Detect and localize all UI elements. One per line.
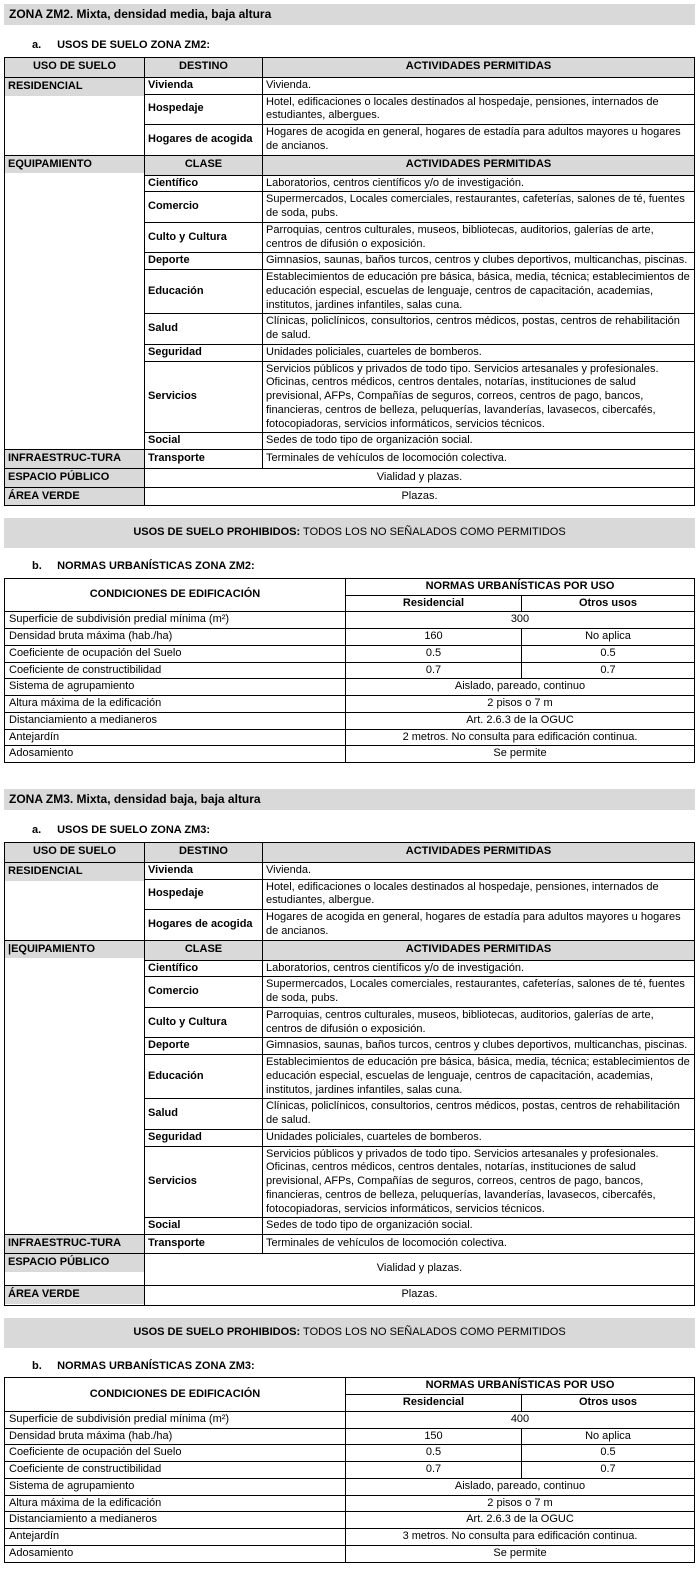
clase-cell: Servicios: [145, 361, 263, 433]
section-letter: b.: [32, 560, 42, 572]
norm-value: 2 pisos o 7 m: [346, 696, 695, 713]
clase-cell: Culto y Cultura: [145, 222, 263, 253]
section-letter: b.: [32, 1359, 42, 1372]
col-header-destino: DESTINO: [145, 842, 263, 862]
section-letter: a.: [32, 824, 42, 836]
norms-header-condiciones: CONDICIONES DE EDIFICACIÓN: [5, 1378, 346, 1412]
actividades-cell: Supermercados, Locales comerciales, restaurantes, cafeterías, salones de té, fuentes de soda, pubs.: [263, 192, 695, 223]
clase-cell: Educación: [145, 1055, 263, 1099]
category-cell-espacio-publico: [5, 468, 145, 487]
norm-label: Coeficiente de ocupación del Suelo: [5, 645, 346, 662]
category-cell-residencial: [5, 77, 145, 155]
uses-table: [4, 57, 695, 507]
destino-cell: Vivienda: [145, 77, 263, 94]
actividades-cell: Hogares de acogida en general, hogares de estadía para adultos mayores u hogares de ancianos.: [263, 125, 695, 156]
usos-prohibidos-banner: [4, 1318, 695, 1348]
category-label: ESPACIO PÚBLICO: [5, 469, 144, 487]
table-row: [5, 729, 695, 746]
clase-cell: Deporte: [145, 1038, 263, 1055]
table-row: [5, 1428, 695, 1445]
norm-value: Aislado, pareado, continuo: [346, 1478, 695, 1495]
col-header-actividades: ACTIVIDADES PERMITIDAS: [263, 842, 695, 862]
actividades-cell: Parroquias, centros culturales, museos, bibliotecas, auditorios, galerías de arte, centros de difusión o exposición.: [263, 1007, 695, 1038]
col-header-actividades: ACTIVIDADES PERMITIDAS: [263, 57, 695, 77]
norms-subheader-residencial: Residencial: [346, 595, 522, 612]
clase-cell: Deporte: [145, 253, 263, 270]
subheader-actividades: ACTIVIDADES PERMITIDAS: [263, 155, 695, 175]
norm-label: Altura máxima de la edificación: [5, 1495, 346, 1512]
actividades-cell: Establecimientos de educación pre básica, básica, media, técnica; establecimientos de educación especial, escuelas de lenguaje, centros de capacitación, academias, institutos, jardines infantiles, salas cuna.: [263, 1055, 695, 1099]
norm-value: Art. 2.6.3 de la OGUC: [346, 712, 695, 729]
zone-zm3: [4, 789, 695, 1563]
norm-value-otros: 0.7: [522, 662, 695, 679]
clase-cell: Culto y Cultura: [145, 1007, 263, 1038]
area-verde-value: Plazas.: [145, 487, 695, 506]
actividades-cell: Gimnasios, saunas, baños turcos, centros y clubes deportivos, multicanchas, piscinas.: [263, 1038, 695, 1055]
norm-value: 400: [346, 1411, 695, 1428]
table-row: [5, 450, 695, 469]
destino-cell: Transporte: [145, 450, 263, 469]
table-row: [5, 1495, 695, 1512]
clase-cell: Salud: [145, 1099, 263, 1130]
prohibidos-label: USOS DE SUELO PROHIBIDOS:: [133, 1325, 301, 1338]
norm-label: Superficie de subdivisión predial mínima (m²): [5, 612, 346, 629]
actividades-cell: Parroquias, centros culturales, museos, bibliotecas, auditorios, galerías de arte, centros de difusión o exposición.: [263, 222, 695, 253]
col-header-uso-de-suelo: USO DE SUELO: [5, 57, 145, 77]
norms-subheader-otros-usos: Otros usos: [522, 595, 695, 612]
table-row: [5, 1285, 695, 1305]
table-row: [5, 77, 695, 94]
table-row: [5, 612, 695, 629]
norm-label: Densidad bruta máxima (hab./ha): [5, 629, 346, 646]
category-label: ESPACIO PÚBLICO: [5, 1254, 144, 1272]
norm-label: Densidad bruta máxima (hab./ha): [5, 1428, 346, 1445]
norms-subheader-otros-usos: Otros usos: [522, 1395, 695, 1412]
section-title: NORMAS URBANÍSTICAS ZONA ZM2:: [57, 560, 255, 572]
norm-value: 2 metros. No consulta para edificación continua.: [346, 729, 695, 746]
category-label: INFRAESTRUC-TURA: [5, 1235, 144, 1253]
actividades-cell: Hotel, edificaciones o locales destinados al hospedaje, pensiones, internados de estudiantes, albergue.: [263, 879, 695, 910]
table-row: [5, 487, 695, 506]
table-row: [5, 679, 695, 696]
category-label: RESIDENCIAL: [5, 863, 144, 881]
clase-cell: Seguridad: [145, 344, 263, 361]
actividades-cell: Servicios públicos y privados de todo tipo. Servicios artesanales y profesionales. Oficinas, centros médicos, centros dentales, notarías, instituciones de salud previsional, AFPs, Compañías de seguros, correos, centros de pago, bancos, financieras, centros de belleza, peluquerías, lavanderías, lavasecos, cibercafés, fotocopiadoras, servicios informáticos, servicios técnicos.: [263, 361, 695, 433]
subheader-clase: CLASE: [145, 940, 263, 960]
col-header-uso-de-suelo: USO DE SUELO: [5, 842, 145, 862]
actividades-cell: Unidades policiales, cuarteles de bomberos.: [263, 344, 695, 361]
table-row: [5, 578, 695, 595]
category-label: RESIDENCIAL: [5, 78, 144, 96]
prohibidos-label: USOS DE SUELO PROHIBIDOS:: [133, 526, 301, 539]
table-row: [5, 57, 695, 77]
category-cell-residencial: [5, 862, 145, 940]
uses-section-heading: [32, 39, 695, 53]
actividades-cell: Sedes de todo tipo de organización social.: [263, 433, 695, 450]
table-row: [5, 696, 695, 713]
actividades-cell: Clínicas, policlínicos, consultorios, centros médicos, postas, centros de rehabilitación de salud.: [263, 1099, 695, 1130]
section-letter: a.: [32, 39, 42, 51]
clase-cell: Social: [145, 1218, 263, 1235]
norms-table: [4, 578, 695, 763]
actividades-cell: Hogares de acogida en general, hogares de estadía para adultos mayores u hogares de ancianos.: [263, 910, 695, 941]
clase-cell: Servicios: [145, 1146, 263, 1218]
clase-cell: Social: [145, 433, 263, 450]
destino-cell: Transporte: [145, 1235, 263, 1254]
norm-value: 300: [346, 612, 695, 629]
zone-title: ZONA ZM3. Mixta, densidad baja, baja altura: [4, 789, 695, 810]
norm-value-residencial: 0.5: [346, 645, 522, 662]
norms-header-condiciones: CONDICIONES DE EDIFICACIÓN: [5, 578, 346, 612]
destino-cell: Hogares de acogida: [145, 910, 263, 941]
table-row: [5, 1512, 695, 1529]
table-row: [5, 862, 695, 879]
col-header-destino: DESTINO: [145, 57, 263, 77]
norm-value-otros: No aplica: [522, 1428, 695, 1445]
actividades-cell: Hotel, edificaciones o locales destinados al hospedaje, pensiones, internados de estudiantes, albergues.: [263, 94, 695, 125]
norm-value: 3 metros. No consulta para edificación continua.: [346, 1529, 695, 1546]
table-row: [5, 662, 695, 679]
actividades-cell: Terminales de vehículos de locomoción colectiva.: [263, 1235, 695, 1254]
table-row: [5, 1253, 695, 1285]
norm-label: Altura máxima de la edificación: [5, 696, 346, 713]
table-row: [5, 746, 695, 763]
category-label: ÁREA VERDE: [5, 488, 144, 506]
actividades-cell: Supermercados, Locales comerciales, restaurantes, cafeterías, salones de té, fuentes de soda, pubs.: [263, 977, 695, 1008]
actividades-cell: Clínicas, policlínicos, consultorios, centros médicos, postas, centros de rehabilitación de salud.: [263, 314, 695, 345]
section-title: NORMAS URBANÍSTICAS ZONA ZM3:: [57, 1359, 255, 1372]
category-cell-espacio-publico: [5, 1253, 145, 1285]
norms-header-por-uso: NORMAS URBANÍSTICAS POR USO: [346, 578, 695, 595]
norm-value: Art. 2.6.3 de la OGUC: [346, 1512, 695, 1529]
clase-cell: Seguridad: [145, 1129, 263, 1146]
actividades-cell: Vivienda.: [263, 77, 695, 94]
clase-cell: Comercio: [145, 192, 263, 223]
norm-label: Superficie de subdivisión predial mínima (m²): [5, 1411, 346, 1428]
norms-subheader-residencial: Residencial: [346, 1395, 522, 1412]
actividades-cell: Sedes de todo tipo de organización social.: [263, 1218, 695, 1235]
section-title: USOS DE SUELO ZONA ZM2:: [57, 39, 211, 51]
table-row: [5, 1378, 695, 1395]
clase-cell: Científico: [145, 960, 263, 977]
norm-label: Antejardín: [5, 1529, 346, 1546]
table-row: [5, 1445, 695, 1462]
prohibidos-text: TODOS LOS NO SEÑALADOS COMO PERMITIDOS: [300, 1325, 566, 1338]
norm-value-otros: 0.7: [522, 1462, 695, 1479]
norm-label: Adosamiento: [5, 746, 346, 763]
table-row: [5, 1478, 695, 1495]
category-cell-area-verde: [5, 1285, 145, 1305]
prohibidos-text: TODOS LOS NO SEÑALADOS COMO PERMITIDOS: [300, 526, 566, 539]
actividades-cell: Gimnasios, saunas, baños turcos, centros y clubes deportivos, multicanchas, piscinas.: [263, 253, 695, 270]
table-row: [5, 1235, 695, 1254]
zone-title: ZONA ZM2. Mixta, densidad media, baja altura: [4, 4, 695, 25]
norm-value-residencial: 160: [346, 629, 522, 646]
category-label: INFRAESTRUC-TURA: [5, 450, 144, 468]
actividades-cell: Vivienda.: [263, 862, 695, 879]
norms-table: [4, 1377, 695, 1562]
actividades-cell: Terminales de vehículos de locomoción colectiva.: [263, 450, 695, 469]
actividades-cell: Servicios públicos y privados de todo tipo. Servicios artesanales y profesionales. Oficinas, centros médicos, centros dentales, notarías, instituciones de salud previsional, AFPs, Compañías de seguros, correos, centros de pago, bancos, financieras, centros de belleza, peluquerías, lavanderías, lavasecos, cibercafés, fotocopiadoras, servicios informáticos, servicios técnicos.: [263, 1146, 695, 1218]
espacio-publico-value: Vialidad y plazas.: [145, 1253, 695, 1285]
actividades-cell: Laboratorios, centros científicos y/o de investigación.: [263, 960, 695, 977]
category-cell-infraestructura: [5, 450, 145, 469]
category-cell-area-verde: [5, 487, 145, 506]
clase-cell: Científico: [145, 175, 263, 192]
norm-label: Antejardín: [5, 729, 346, 746]
norm-value-residencial: 150: [346, 1428, 522, 1445]
actividades-cell: Unidades policiales, cuarteles de bomberos.: [263, 1129, 695, 1146]
norm-value: Aislado, pareado, continuo: [346, 679, 695, 696]
norm-value-otros: 0.5: [522, 1445, 695, 1462]
table-row: [5, 1462, 695, 1479]
uses-table: [4, 842, 695, 1306]
clase-cell: Comercio: [145, 977, 263, 1008]
norm-value-otros: 0.5: [522, 645, 695, 662]
norm-label: Coeficiente de constructibilidad: [5, 1462, 346, 1479]
subheader-clase: CLASE: [145, 155, 263, 175]
category-cell-infraestructura: [5, 1235, 145, 1254]
table-row: [5, 1545, 695, 1562]
zone-zm2: [4, 4, 695, 763]
norm-value: Se permite: [346, 1545, 695, 1562]
norm-label: Distanciamiento a medianeros: [5, 712, 346, 729]
norm-label: Sistema de agrupamiento: [5, 679, 346, 696]
category-cell-equipamiento: [5, 155, 145, 450]
destino-cell: Vivienda: [145, 862, 263, 879]
category-label: EQUIPAMIENTO: [5, 156, 144, 174]
norms-section-heading: [32, 560, 695, 574]
norm-value: 2 pisos o 7 m: [346, 1495, 695, 1512]
category-label: |EQUIPAMIENTO: [5, 941, 144, 959]
table-row: [5, 645, 695, 662]
table-row: [5, 629, 695, 646]
table-row: [5, 940, 695, 960]
usos-prohibidos-banner: [4, 518, 695, 548]
table-row: [5, 1411, 695, 1428]
norm-label: Coeficiente de ocupación del Suelo: [5, 1445, 346, 1462]
destino-cell: Hospedaje: [145, 879, 263, 910]
norms-section-heading: [32, 1360, 695, 1374]
norm-label: Sistema de agrupamiento: [5, 1478, 346, 1495]
norm-value-residencial: 0.7: [346, 1462, 522, 1479]
clase-cell: Educación: [145, 270, 263, 314]
category-cell-equipamiento: [5, 940, 145, 1235]
clase-cell: Salud: [145, 314, 263, 345]
actividades-cell: Laboratorios, centros científicos y/o de investigación.: [263, 175, 695, 192]
espacio-publico-value: Vialidad y plazas.: [145, 468, 695, 487]
area-verde-value: Plazas.: [145, 1285, 695, 1305]
destino-cell: Hospedaje: [145, 94, 263, 125]
table-row: [5, 468, 695, 487]
destino-cell: Hogares de acogida: [145, 125, 263, 156]
norms-header-por-uso: NORMAS URBANÍSTICAS POR USO: [346, 1378, 695, 1395]
norm-label: Distanciamiento a medianeros: [5, 1512, 346, 1529]
table-row: [5, 155, 695, 175]
subheader-actividades: ACTIVIDADES PERMITIDAS: [263, 940, 695, 960]
norm-value-residencial: 0.7: [346, 662, 522, 679]
actividades-cell: Establecimientos de educación pre básica, básica, media, técnica; establecimientos de educación especial, escuelas de lenguaje, centros de capacitación, academias, institutos, jardines infantiles, salas cuna.: [263, 270, 695, 314]
norm-value-residencial: 0.5: [346, 1445, 522, 1462]
uses-section-heading: [32, 824, 695, 838]
norm-value: Se permite: [346, 746, 695, 763]
category-label: ÁREA VERDE: [5, 1286, 144, 1304]
section-title: USOS DE SUELO ZONA ZM3:: [57, 824, 211, 836]
norm-label: Coeficiente de constructibilidad: [5, 662, 346, 679]
table-row: [5, 842, 695, 862]
norm-label: Adosamiento: [5, 1545, 346, 1562]
norm-value-otros: No aplica: [522, 629, 695, 646]
table-row: [5, 712, 695, 729]
